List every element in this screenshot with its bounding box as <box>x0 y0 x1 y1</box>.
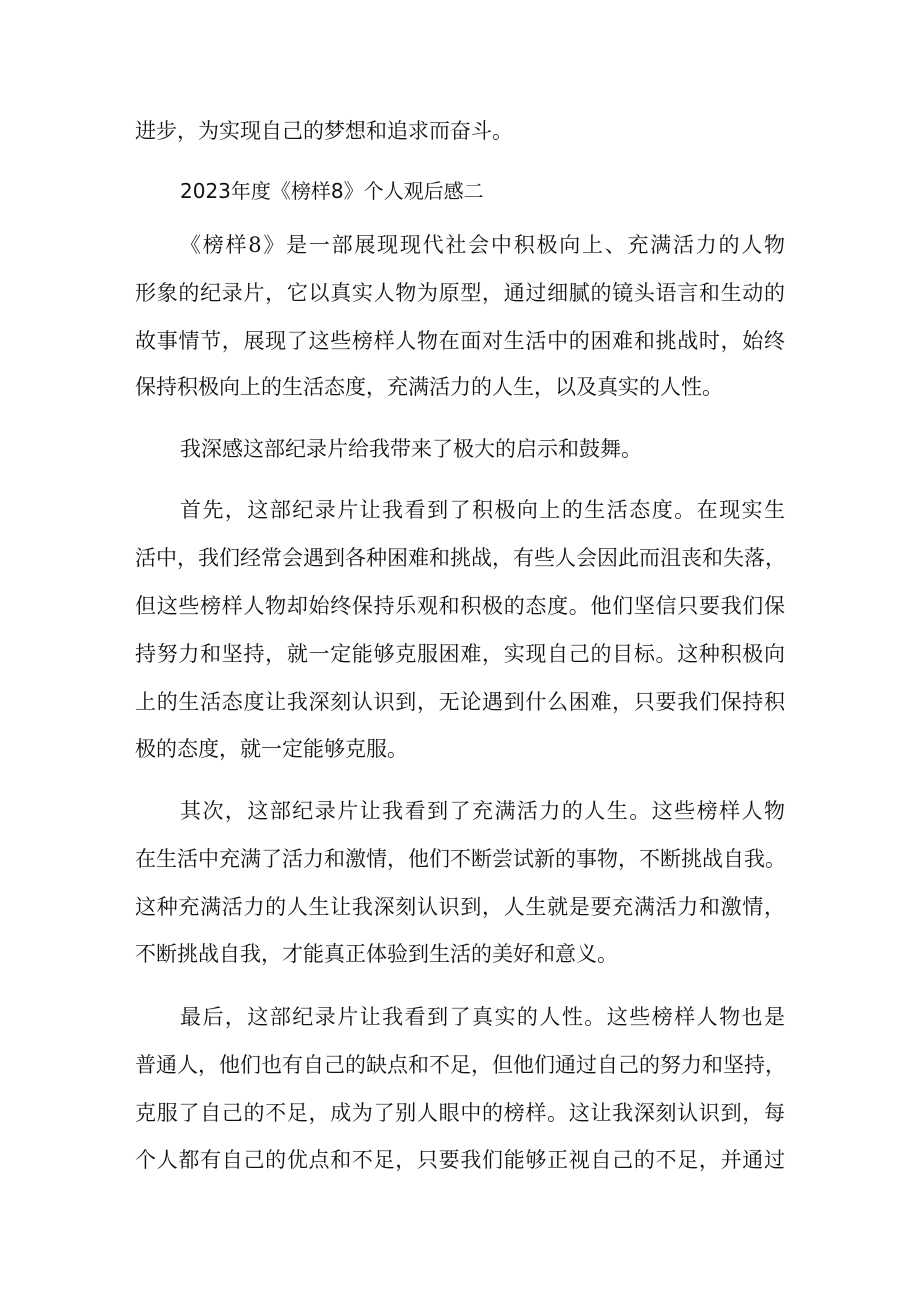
paragraph-3-line-1: 首先，这部纪录片让我看到了积极向上的生活态度。在现实生 <box>180 498 785 522</box>
paragraph-5-line-3: 克服了自己的不足，成为了别人眼中的榜样。这让我深刻认识到，每 <box>135 1101 785 1125</box>
intro-line: 进步，为实现自己的梦想和追求而奋斗。 <box>135 119 513 143</box>
paragraph-3-line-6: 极的态度，就一定能够克服。 <box>135 737 408 761</box>
paragraph-2-line-1: 我深感这部纪录片给我带来了极大的启示和鼓舞。 <box>180 437 642 461</box>
paragraph-5-line-2: 普通人，他们也有自己的缺点和不足，但他们通过自己的努力和坚持， <box>135 1053 786 1077</box>
paragraph-4-line-4: 不断挑战自我，才能真正体验到生活的美好和意义。 <box>135 942 618 966</box>
paragraph-1-line-4: 保持积极向上的生活态度，充满活力的人生，以及真实的人性。 <box>135 375 723 399</box>
paragraph-3-line-3: 但这些榜样人物却始终保持乐观和积极的态度。他们坚信只要我们保 <box>135 594 785 618</box>
paragraph-3-line-5: 上的生活态度让我深刻认识到，无论遇到什么困难，只要我们保持积 <box>135 690 785 714</box>
section-heading: 2023年度《榜样8》个人观后感二 <box>180 179 484 203</box>
paragraph-4-line-1: 其次，这部纪录片让我看到了充满活力的人生。这些榜样人物 <box>180 799 785 823</box>
paragraph-5-line-4: 个人都有自己的优点和不足，只要我们能够正视自己的不足，并通过 <box>135 1148 785 1172</box>
paragraph-4-line-2: 在生活中充满了活力和激情，他们不断尝试新的事物，不断挑战自我。 <box>135 847 786 871</box>
paragraph-1-line-3: 故事情节，展现了这些榜样人物在面对生活中的困难和挑战时，始终 <box>135 329 785 353</box>
paragraph-4-line-3: 这种充满活力的人生让我深刻认识到，人生就是要充满活力和激情， <box>135 895 785 919</box>
paragraph-3-line-4: 持努力和坚持，就一定能够克服困难，实现自己的目标。这种积极向 <box>135 642 785 666</box>
paragraph-5-line-1: 最后，这部纪录片让我看到了真实的人性。这些榜样人物也是 <box>180 1005 785 1029</box>
paragraph-1-line-2: 形象的纪录片，它以真实人物为原型，通过细腻的镜头语言和生动的 <box>135 281 785 305</box>
paragraph-3-line-2: 活中，我们经常会遇到各种困难和挑战，有些人会因此而沮丧和失落， <box>135 546 786 570</box>
paragraph-1-line-1: 《榜样8》是一部展现现代社会中积极向上、充满活力的人物 <box>180 233 785 257</box>
